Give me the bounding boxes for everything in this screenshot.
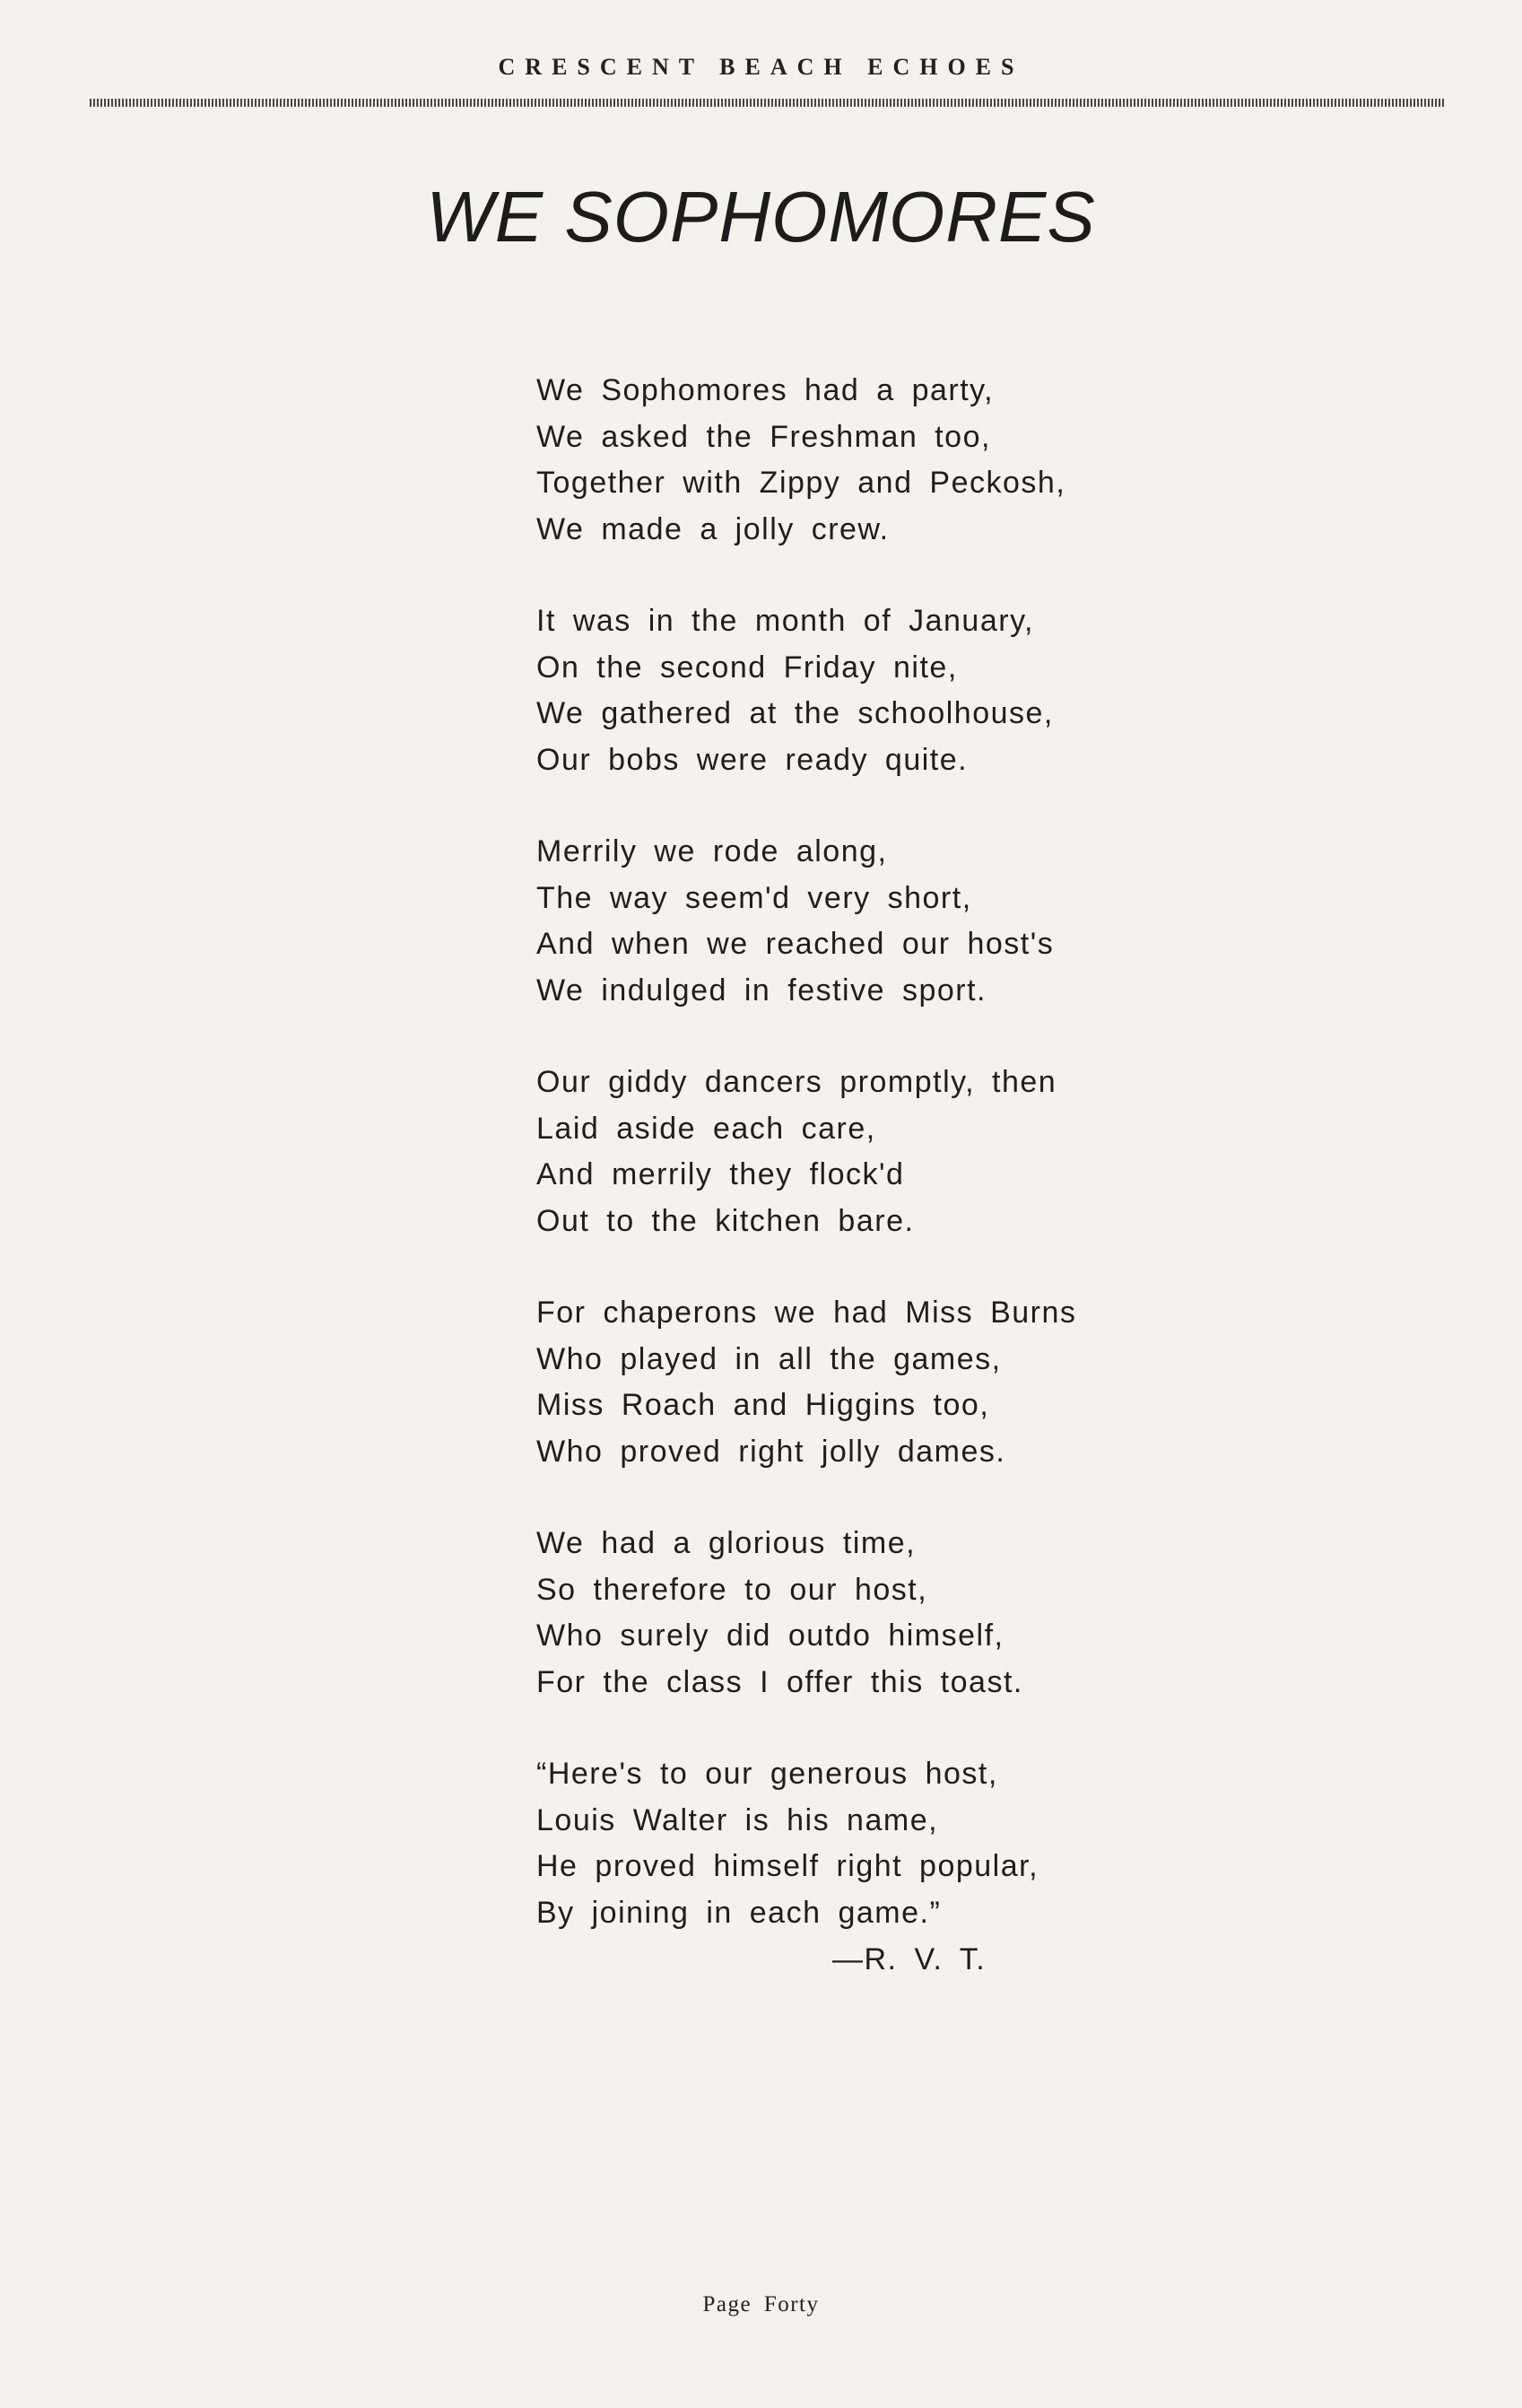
poem-line: We asked the Freshman too, [536, 419, 991, 454]
poem-line: It was in the month of January, [536, 604, 1034, 638]
stanza-3 [536, 829, 1218, 1014]
poem-line: We indulged in festive sport. [536, 973, 987, 1008]
stanza-6 [536, 1521, 1218, 1706]
poem-line: So therefore to our host, [536, 1572, 928, 1607]
stanza-5 [536, 1290, 1218, 1475]
stanza-1 [536, 368, 1218, 553]
stanza-4 [536, 1060, 1218, 1244]
running-head: CRESCENT BEACH ECHOES [498, 54, 1024, 80]
poem-line: Merrily we rode along, [536, 834, 888, 868]
header-rule [90, 99, 1444, 107]
poem-line: Laid aside each care, [536, 1111, 876, 1146]
poem-line: He proved himself right popular, [536, 1849, 1039, 1883]
poem [536, 368, 1218, 1983]
stanza-2 [536, 598, 1218, 783]
poem-line: For chaperons we had Miss Burns [536, 1296, 1077, 1330]
poem-line: Our bobs were ready quite. [536, 742, 969, 777]
poem-line: And merrily they flock'd [536, 1157, 905, 1191]
poem-line: We had a glorious time, [536, 1526, 917, 1560]
poem-line: Louis Walter is his name, [536, 1802, 939, 1837]
poem-line: Together with Zippy and Peckosh, [536, 466, 1066, 500]
poem-line: We Sophomores had a party, [536, 373, 995, 407]
page-title: WE SOPHOMORES [426, 177, 1096, 257]
poem-line: We made a jolly crew. [536, 511, 890, 546]
poem-line: By joining in each game.” [536, 1895, 942, 1930]
poem-line: Out to the kitchen bare. [536, 1203, 915, 1238]
poem-line: And when we reached our host's [536, 927, 1055, 961]
poem-line: “Here's to our generous host, [536, 1757, 998, 1791]
poem-line: Our giddy dancers promptly, then [536, 1065, 1057, 1099]
author-signature: —R. V. T. [832, 1942, 987, 1976]
poem-line: The way seem'd very short, [536, 880, 972, 915]
page-number: Page Forty [702, 2292, 820, 2316]
poem-line: Miss Roach and Higgins too, [536, 1388, 990, 1422]
poem-line: Who surely did outdo himself, [536, 1618, 1005, 1653]
poem-line: Who proved right jolly dames. [536, 1434, 1006, 1469]
poem-line: Who played in all the games, [536, 1341, 1002, 1376]
poem-line: We gathered at the schoolhouse, [536, 696, 1054, 730]
poem-line: On the second Friday nite, [536, 650, 958, 685]
poem-line: For the class I offer this toast. [536, 1664, 1023, 1699]
stanza-7 [536, 1751, 1218, 1983]
